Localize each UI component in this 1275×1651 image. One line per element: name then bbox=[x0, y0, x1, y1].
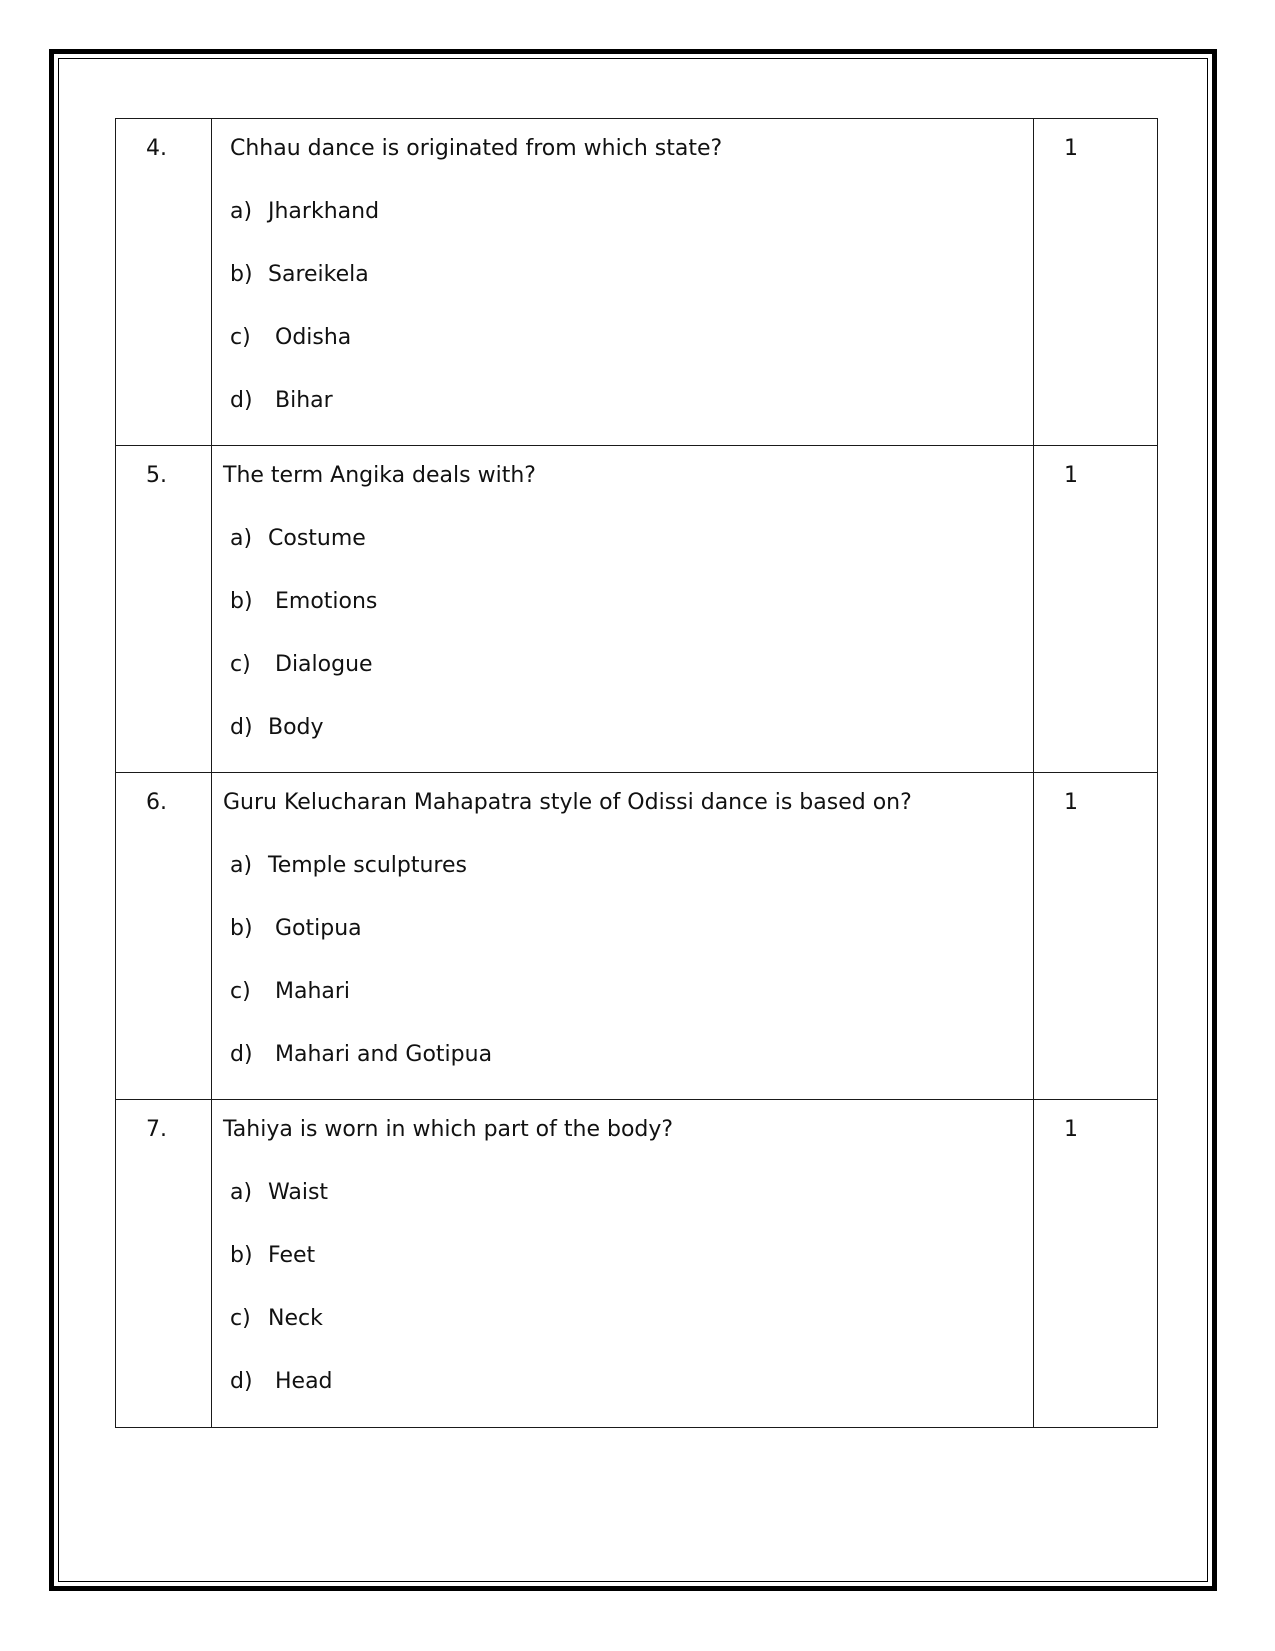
option-label: a) bbox=[230, 1180, 253, 1205]
option-label: b) bbox=[230, 589, 253, 614]
option-text: Jharkhand bbox=[268, 199, 380, 224]
option-list bbox=[223, 198, 1033, 415]
option-text: Costume bbox=[268, 526, 366, 551]
option-label: b) bbox=[230, 916, 253, 941]
option-a bbox=[230, 852, 1033, 880]
option-text: Emotions bbox=[275, 589, 378, 614]
option-label: a) bbox=[230, 853, 253, 878]
option-label: d) bbox=[230, 1042, 253, 1067]
question-row-4 bbox=[116, 119, 1158, 446]
question-cell bbox=[212, 119, 1034, 446]
question-marks: 1 bbox=[1034, 119, 1158, 446]
question-cell bbox=[212, 446, 1034, 773]
option-label: b) bbox=[230, 1243, 253, 1268]
question-cell bbox=[212, 773, 1034, 1100]
option-text: Dialogue bbox=[275, 652, 373, 677]
option-d bbox=[230, 387, 1033, 415]
option-d bbox=[230, 1041, 1033, 1069]
option-list bbox=[223, 852, 1033, 1069]
option-text: Bihar bbox=[275, 388, 333, 413]
option-label: d) bbox=[230, 715, 253, 740]
question-marks: 1 bbox=[1034, 1100, 1158, 1428]
option-c bbox=[230, 324, 1033, 352]
option-label: d) bbox=[230, 1369, 253, 1394]
question-table bbox=[115, 118, 1158, 1428]
option-label: c) bbox=[230, 1306, 251, 1331]
option-text: Sareikela bbox=[268, 262, 369, 287]
option-a bbox=[230, 525, 1033, 553]
question-marks: 1 bbox=[1034, 773, 1158, 1100]
question-row-5 bbox=[116, 446, 1158, 773]
question-text: Tahiya is worn in which part of the body? bbox=[223, 1117, 674, 1142]
option-text: Body bbox=[268, 715, 324, 740]
option-label: c) bbox=[230, 652, 251, 677]
option-text: Odisha bbox=[275, 325, 352, 350]
option-b bbox=[230, 1242, 1033, 1270]
option-text: Waist bbox=[268, 1180, 329, 1205]
option-label: c) bbox=[230, 979, 251, 1004]
question-row-7 bbox=[116, 1100, 1158, 1428]
question-cell bbox=[212, 1100, 1034, 1428]
question-number: 4. bbox=[116, 119, 212, 446]
option-text: Neck bbox=[268, 1306, 323, 1331]
option-text: Feet bbox=[268, 1243, 316, 1268]
question-marks: 1 bbox=[1034, 446, 1158, 773]
question-text: The term Angika deals with? bbox=[223, 463, 536, 488]
question-text: Guru Kelucharan Mahapatra style of Odissi dance is based on? bbox=[223, 790, 912, 815]
question-row-6 bbox=[116, 773, 1158, 1100]
option-c bbox=[230, 651, 1033, 679]
option-d bbox=[230, 1368, 1033, 1396]
question-number: 5. bbox=[116, 446, 212, 773]
option-d bbox=[230, 714, 1033, 742]
option-text: Gotipua bbox=[275, 916, 362, 941]
option-label: c) bbox=[230, 325, 251, 350]
option-text: Mahari bbox=[275, 979, 351, 1004]
option-text: Mahari and Gotipua bbox=[275, 1042, 493, 1067]
option-label: b) bbox=[230, 262, 253, 287]
option-c bbox=[230, 978, 1033, 1006]
option-c bbox=[230, 1305, 1033, 1333]
question-text: Chhau dance is originated from which state? bbox=[230, 136, 723, 161]
option-b bbox=[230, 261, 1033, 289]
option-b bbox=[230, 915, 1033, 943]
question-number: 6. bbox=[116, 773, 212, 1100]
question-number: 7. bbox=[116, 1100, 212, 1428]
option-text: Temple sculptures bbox=[268, 853, 467, 878]
option-a bbox=[230, 1179, 1033, 1207]
option-text: Head bbox=[275, 1369, 333, 1394]
option-b bbox=[230, 588, 1033, 616]
option-a bbox=[230, 198, 1033, 226]
option-label: a) bbox=[230, 199, 253, 224]
option-list bbox=[223, 525, 1033, 742]
option-label: a) bbox=[230, 526, 253, 551]
option-label: d) bbox=[230, 388, 253, 413]
option-list bbox=[223, 1179, 1033, 1396]
